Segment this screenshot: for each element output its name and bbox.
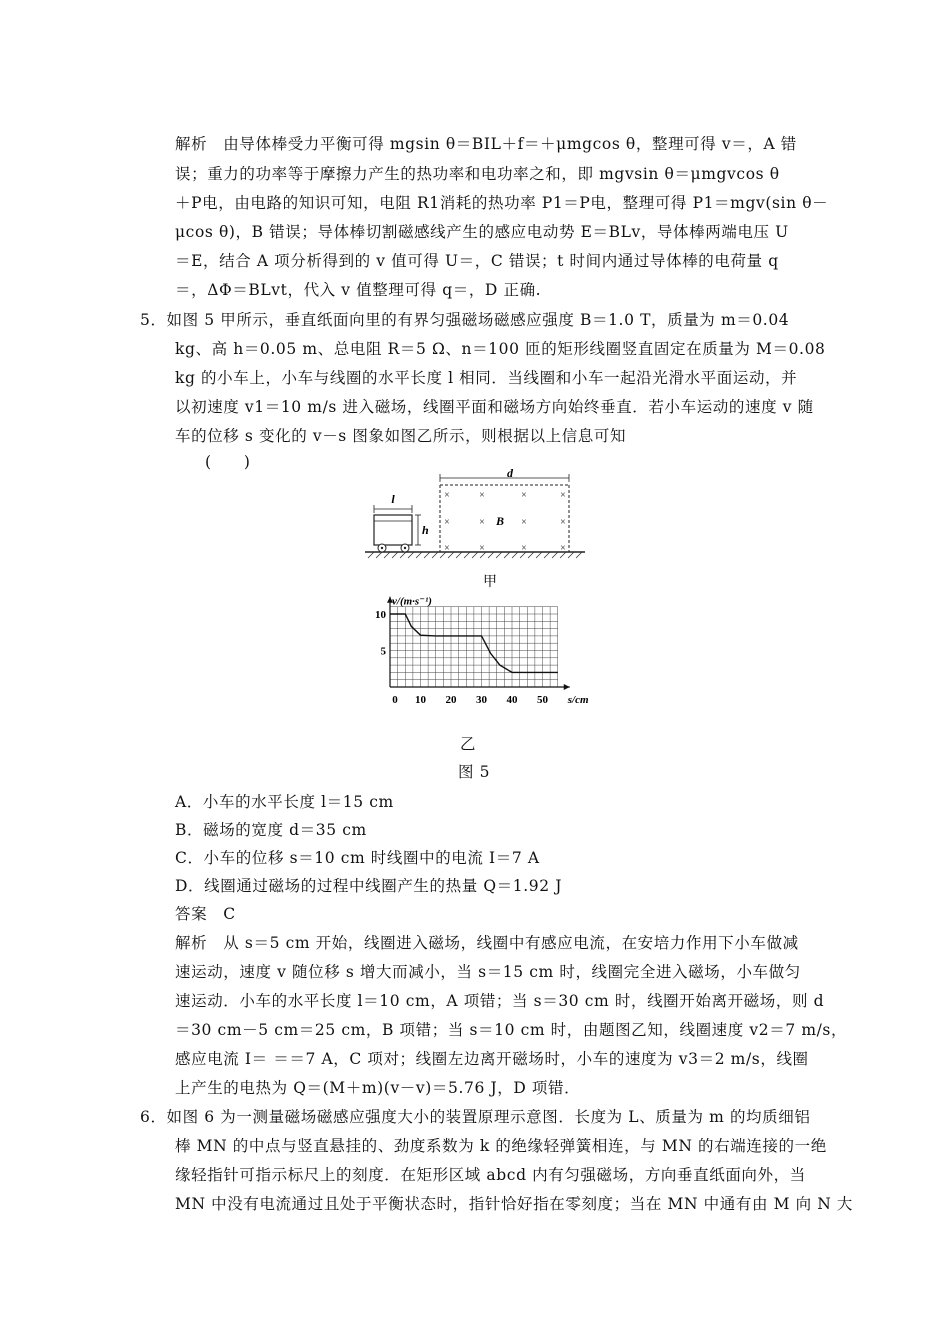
caption-yi: 乙 — [460, 735, 477, 753]
analysis-line: 速运动．小车的水平长度 l＝10 cm，A 项错；当 s＝30 cm 时，线圈开始离开磁场，则 d — [175, 992, 825, 1010]
question-5-line: 以初速度 v1＝10 m/s 进入磁场，线圈平面和磁场方向始终垂直．若小车运动的速度 v 随 — [175, 398, 814, 416]
analysis-line: ＝30 cm－5 cm＝25 cm，B 项错；当 s＝10 cm 时，由题图乙知，线圈速度 v2＝7 m/s， — [175, 1021, 848, 1039]
analysis-line: 感应电流 I＝ ＝＝7 A，C 项对；线圈左边离开磁场时，小车的速度为 v3＝2 m/s，线圈 — [175, 1050, 809, 1068]
cart-body — [374, 515, 412, 545]
y-axis-label: v/(m·s⁻¹) — [392, 595, 432, 608]
svg-text:×: × — [444, 490, 450, 501]
svg-text:×: × — [521, 490, 527, 501]
svg-text:×: × — [479, 517, 485, 528]
x-tick-label: 0 — [392, 694, 398, 706]
solution-4-line: ＋P电，由电路的知识可知，电阻 R1消耗的热功率 P1＝P电，整理可得 P1＝mgv(sin θ－ — [175, 194, 829, 212]
x-axis-label: s/cm — [567, 694, 589, 706]
figure-5-caption: 图 5 — [458, 763, 491, 781]
answer-blank: ( ) — [205, 453, 251, 471]
option-c: C．小车的位移 s＝10 cm 时线圈中的电流 I＝7 A — [175, 849, 540, 867]
question-6-line: 棒 MN 的中点与竖直悬挂的、劲度系数为 k 的绝缘轻弹簧相连，与 MN 的右端连接的一绝 — [175, 1137, 827, 1155]
solution-4-line: 解析 由导体棒受力平衡可得 mgsin θ＝BIL＋f＝＋μmgcos θ，整理可得 v＝，A 错 — [175, 135, 797, 153]
chart-ticks — [375, 609, 549, 706]
analysis-line: 上产生的电热为 Q＝(M＋m)(v－v)＝5.76 J，D 项错． — [175, 1079, 581, 1097]
figure-cart-field — [360, 465, 590, 595]
svg-text:×: × — [521, 543, 527, 554]
cart-wheel-hub — [404, 547, 406, 549]
field-crosses — [444, 490, 566, 554]
svg-text:×: × — [479, 543, 485, 554]
svg-text:×: × — [560, 490, 566, 501]
y-tick-label: 10 — [375, 609, 386, 621]
x-tick-label: 50 — [537, 694, 548, 706]
analysis-line: 速运动，速度 v 随位移 s 增大而减小，当 s＝15 cm 时，线圈完全进入磁场，小车做匀 — [175, 963, 801, 981]
x-tick-label: 40 — [506, 694, 518, 706]
x-tick-label: 20 — [445, 694, 457, 706]
question-5-line: 车的位移 s 变化的 v－s 图象如图乙所示，则根据以上信息可知 — [175, 427, 627, 445]
label-l: l — [391, 492, 395, 506]
caption-jia: 甲 — [483, 575, 497, 590]
question-6-line: MN 中没有电流通过且处于平衡状态时，指针恰好指在零刻度；当在 MN 中通有由 M 向 N 大 — [175, 1195, 853, 1213]
svg-text:×: × — [560, 517, 566, 528]
question-6-line: 缘轻指针可指示标尺上的刻度．在矩形区域 abcd 内有匀强磁场，方向垂直纸面向外，当 — [175, 1166, 806, 1184]
solution-4-line: μcos θ)，B 错误；导体棒切割磁感线产生的感应电动势 E＝BLv，导体棒两端电压 U — [175, 223, 789, 241]
chart-grid — [390, 607, 558, 687]
svg-text:×: × — [444, 517, 450, 528]
svg-text:×: × — [560, 543, 566, 554]
svg-text:×: × — [521, 517, 527, 528]
svg-text:×: × — [479, 490, 485, 501]
label-d: d — [507, 466, 513, 480]
solution-4-line: ＝，ΔΦ＝BLvt，代入 v 值整理可得 q＝，D 正确. — [175, 281, 542, 299]
answer: 答案 C — [175, 905, 236, 923]
option-b: B．磁场的宽度 d＝35 cm — [175, 821, 367, 839]
option-d: D．线圈通过磁场的过程中线圈产生的热量 Q＝1.92 J — [175, 877, 563, 895]
label-B: B — [495, 514, 505, 528]
solution-4-line: 误；重力的功率等于摩擦力产生的热功率和电功率之和，即 mgvsin θ＝μmgvcos θ — [175, 165, 780, 183]
label-h: h — [422, 523, 429, 537]
svg-text:×: × — [444, 543, 450, 554]
question-5-line: 5．如图 5 甲所示，垂直纸面向里的有界匀强磁场磁感应强度 B＝1.0 T，质量为 m＝0.04 — [140, 311, 790, 329]
question-5-line: kg 的小车上，小车与线圈的水平长度 l 相同．当线圈和小车一起沿光滑水平面运动，并 — [175, 369, 798, 387]
question-6-line: 6．如图 6 为一测量磁场磁感应强度大小的装置原理示意图．长度为 L、质量为 m 的均质细铝 — [140, 1108, 811, 1126]
cart-wheel-hub — [381, 547, 383, 549]
analysis-line: 解析 从 s＝5 cm 开始，线圈进入磁场，线圈中有感应电流，在安培力作用下小车做减 — [175, 934, 799, 952]
y-tick-label: 5 — [380, 645, 386, 658]
option-a: A．小车的水平长度 l＝15 cm — [175, 793, 394, 811]
x-tick-label: 30 — [476, 694, 487, 706]
v-s-chart — [360, 590, 590, 730]
x-axis-arrow — [564, 684, 570, 690]
solution-4-line: ＝E，结合 A 项分析得到的 v 值可得 U＝，C 错误；t 时间内通过导体棒的电荷量 q — [175, 252, 779, 270]
x-tick-label: 10 — [415, 694, 426, 706]
question-5-line: kg、高 h＝0.05 m、总电阻 R＝5 Ω、n＝100 匝的矩形线圈竖直固定在质量为 M＝0.08 — [175, 340, 826, 358]
ground-hatching — [368, 552, 582, 558]
